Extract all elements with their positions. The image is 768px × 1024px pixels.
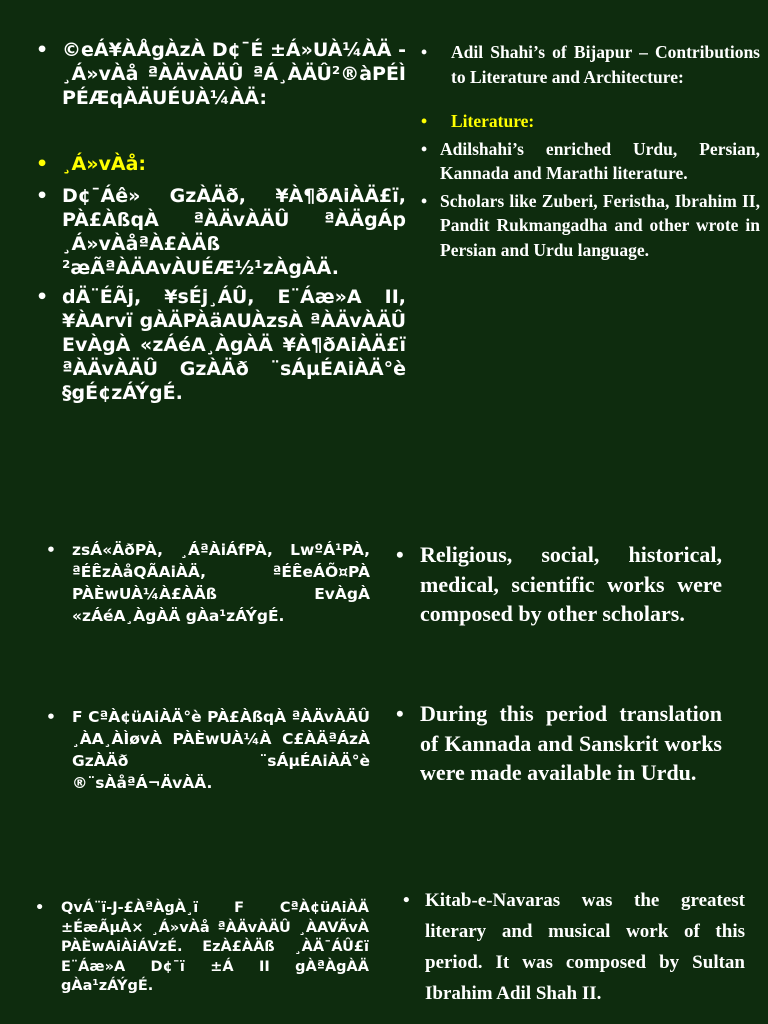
english-bottom-block <box>403 885 745 1009</box>
kannada-literature-item <box>36 152 406 176</box>
kannada-heading-item <box>36 38 407 110</box>
english-literature-label: Literature: <box>451 111 535 131</box>
kannada-heading: ©eÁ¥ÀÅgÀzÀ D¢¯É ±Á»UÀ¼ÀÄ - ¸Á»vÀå ªÀÄvÀÄÛ ªÁ¸ÀÄÛ²®àPÉÌ PÉÆqÀÄUÉUÀ¼ÀÄ: <box>62 39 407 109</box>
bullet: • <box>421 190 428 211</box>
kannada-item-3 <box>36 184 406 280</box>
english-mid2-text: During this period translation of Kannada and Sanskrit works were made available in Urdu. <box>420 701 722 785</box>
bullet: • <box>396 542 404 567</box>
bullet: • <box>421 138 428 159</box>
kannada-literature-label: ¸Á»vÀå: <box>62 153 146 175</box>
kannada-mid2-text: F CªÀ¢üAiÀÄ°è PÀ£ÀßqÀ ªÀÄvÀÄÛ ¸ÀA¸ÀÌøvÀ PÀÈwUÀ¼À C£ÀÄªÁzÀ GzÀÄð ¨sÁµÉAiÀÄ°è ®¨sÀåªÁ¬ÄvÀÄ. <box>72 708 370 792</box>
kannada-item-4 <box>36 285 406 405</box>
bullet: • <box>35 900 45 916</box>
english-mid1-block <box>396 540 722 629</box>
bullet: • <box>403 890 410 911</box>
kannada-mid1-block <box>46 539 370 627</box>
english-top-block <box>421 40 760 262</box>
kannada-bottom-block <box>35 899 369 997</box>
english-text-3: Adilshahi’s enriched Urdu, Persian, Kannada and Marathi literature. <box>440 138 760 183</box>
bullet: • <box>396 701 404 726</box>
bullet: • <box>421 42 428 62</box>
bullet: • <box>36 185 49 207</box>
bullet: • <box>36 153 49 175</box>
english-heading-item <box>421 40 760 89</box>
bullet: • <box>36 39 49 61</box>
english-bottom-text: Kitab-e-Navaras was the greatest literary and musical work of this period. It was composed by Sultan Ibrahim Adil Shah II. <box>425 890 745 1004</box>
kannada-top-block <box>36 38 407 405</box>
english-literature-item <box>421 109 760 134</box>
bullet: • <box>36 286 49 308</box>
english-mid1-text: Religious, social, historical, medical, scientific works were composed by other scholars. <box>420 542 722 626</box>
kannada-mid2-block <box>46 706 370 794</box>
english-text-4: Scholars like Zuberi, Feristha, Ibrahim II, Pandit Rukmangadha and other wrote in Persian and Urdu language. <box>440 190 760 260</box>
english-item-3 <box>421 137 760 186</box>
english-item-4 <box>421 189 760 263</box>
kannada-text-4: dÄ¨ÉÃj, ¥sÉj¸ÁÛ, E¨Áæ»A II, ¥ÀArvï gÀÄPÀäAUÀzsÀ ªÀÄvÀÄÛ EvÀgÀ «zÁéA¸ÀgÀÄ ¥À¶ðAiÀÄ£ï ªÀÄvÀÄÛ GzÀÄð ¨sÁµÉAiÀÄ°è §gÉ¢zÁÝgÉ. <box>62 286 406 404</box>
english-mid2-block <box>396 699 722 788</box>
kannada-bottom-text: QvÁ¨ï-J-£ÀªÀgÀ¸ï F CªÀ¢üAiÀÄ ±ÉæÃµÀ× ¸Á»vÀå ªÀÄvÀÄÛ ¸ÀAVÃvÀ PÀÈwAiÀiÁVzÉ. EzÀ£ÀÄß ¸ÀÄ¯ÁÛ£ï E¨Áæ»A D¢¯ï ±Á II gÀªÀgÀÄ gÀa¹zÁÝgÉ. <box>61 900 369 994</box>
english-heading: Adil Shahi’s of Bijapur – Contributions to Literature and Architecture: <box>451 42 760 87</box>
bullet: • <box>421 111 428 131</box>
kannada-mid1-text: zsÁ«ÄðPÀ, ¸ÁªÀiÁfPÀ, LwºÁ¹PÀ, ªÉÊzÀåQÃAiÀÄ, ªÉÊeÁÕ¤PÀ PÀÈwUÀ¼À£ÀÄß EvÀgÀ «zÁéA¸ÀgÀÄ gÀa¹zÁÝgÉ. <box>72 541 370 625</box>
bullet: • <box>46 708 56 726</box>
kannada-text-3: D¢¯Áê» GzÀÄð, ¥À¶ðAiÀÄ£ï, PÀ£ÀßqÀ ªÀÄvÀÄÛ ªÀÄgÁp ¸Á»vÀåªÀ£ÀÄß ²æÃªÀÄAvÀUÉÆ½¹zÀgÀÄ. <box>62 185 406 279</box>
bullet: • <box>46 541 56 559</box>
